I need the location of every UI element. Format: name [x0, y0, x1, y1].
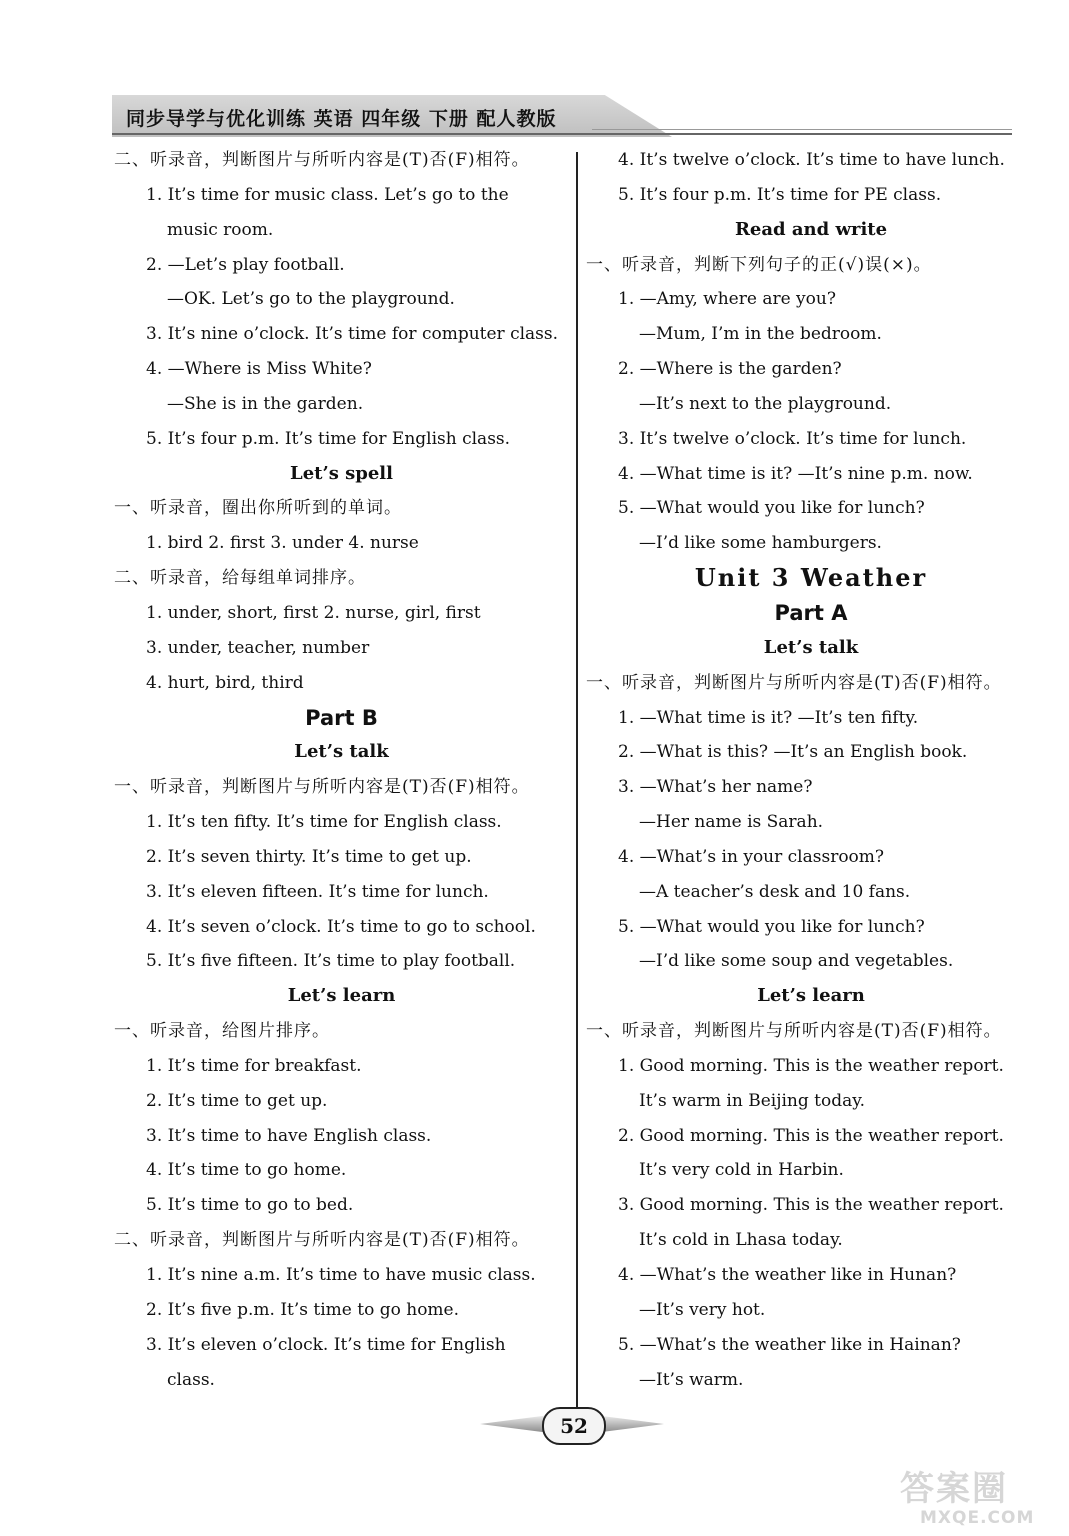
- instruction-line: 二、听录音，给每组单词排序。: [114, 568, 366, 589]
- page-number: 52: [542, 1407, 606, 1445]
- exercise-item: 1. —What time is it? —It’s ten fifty.: [618, 707, 919, 728]
- watermark-text-top: 答案圈: [900, 1469, 1008, 1509]
- exercise-item: 3. Good morning. This is the weather report.: [618, 1195, 1004, 1216]
- exercise-item: 3. It’s eleven fifteen. It’s time for lunch.: [146, 881, 489, 902]
- exercise-item: 5. It’s four p.m. It’s time for PE class.: [618, 184, 942, 205]
- exercise-item: 4. —What’s the weather like in Hunan?: [618, 1265, 957, 1285]
- exercise-item: 1. under, short, first 2. nurse, girl, first: [146, 602, 481, 623]
- exercise-item: 2. —Where is the garden?: [618, 359, 842, 380]
- instruction-line: 一、听录音，圈出你所听到的单词。: [114, 498, 402, 519]
- exercise-item: 2. Good morning. This is the weather report.: [618, 1125, 1004, 1146]
- exercise-continuation: —She is in the garden.: [167, 393, 364, 414]
- exercise-item: 4. It’s time to go home.: [146, 1160, 347, 1181]
- exercise-continuation: It’s very cold in Harbin.: [639, 1160, 844, 1181]
- exercise-item: 4. —What time is it? —It’s nine p.m. now.: [618, 463, 973, 484]
- section-heading: Let’s learn: [287, 985, 396, 1007]
- exercise-item: 5. —What would you like for lunch?: [618, 916, 925, 937]
- exercise-continuation: It’s cold in Lhasa today.: [639, 1230, 843, 1251]
- header-rule-thin: [592, 129, 1012, 130]
- exercise-item: 4. —Where is Miss White?: [146, 359, 372, 380]
- exercise-continuation: —I’d like some hamburgers.: [639, 533, 882, 554]
- instruction-line: 一、听录音，给图片排序。: [114, 1021, 330, 1042]
- instruction-line: 一、听录音，判断图片与所听内容是(T)否(F)相符。: [586, 672, 1002, 693]
- header-title: 同步导学与优化训练 英语 四年级 下册 配人教版: [126, 108, 557, 130]
- exercise-item: 2. It’s time to get up.: [146, 1090, 328, 1111]
- exercise-item: 5. —What would you like for lunch?: [618, 498, 925, 519]
- exercise-item: 2. It’s five p.m. It’s time to go home.: [146, 1299, 460, 1320]
- left-wing-ornament: [480, 1415, 550, 1433]
- instruction-line: 一、听录音，判断图片与所听内容是(T)否(F)相符。: [586, 1021, 1002, 1042]
- page-header: [112, 95, 1012, 137]
- exercise-item: 1. —Amy, where are you?: [618, 289, 836, 310]
- exercise-item: 4. It’s seven o’clock. It’s time to go to school.: [146, 916, 536, 937]
- exercise-continuation: —Her name is Sarah.: [639, 812, 824, 833]
- section-heading: Read and write: [734, 218, 888, 240]
- exercise-item: 4. hurt, bird, third: [146, 672, 304, 693]
- section-heading: Let’s talk: [763, 636, 859, 658]
- instruction-line: 二、听录音，判断图片与所听内容是(T)否(F)相符。: [114, 150, 530, 170]
- instruction-line: 一、听录音，判断下列句子的正(√)误(×)。: [586, 254, 932, 275]
- section-heading: Let’s spell: [290, 462, 393, 484]
- watermark-logo: [900, 1470, 1060, 1530]
- instruction-line: 一、听录音，判断图片与所听内容是(T)否(F)相符。: [114, 777, 530, 798]
- exercise-continuation: —It’s next to the playground.: [639, 393, 892, 414]
- exercise-continuation: —I’d like some soup and vegetables.: [639, 951, 954, 972]
- exercise-item: 3. It’s eleven o’clock. It’s time for English: [146, 1334, 506, 1355]
- exercise-item: 3. under, teacher, number: [146, 637, 370, 658]
- exercise-continuation: It’s warm in Beijing today.: [639, 1090, 865, 1111]
- exercise-continuation: —A teacher’s desk and 10 fans.: [639, 881, 911, 902]
- exercise-item: 1. It’s time for breakfast.: [146, 1055, 362, 1076]
- exercise-item: 3. —What’s her name?: [618, 777, 813, 798]
- part-heading: Part B: [305, 705, 378, 730]
- exercise-continuation: —OK. Let’s go to the playground.: [167, 289, 455, 310]
- left-column: [114, 143, 569, 1397]
- exercise-continuation: —Mum, I’m in the bedroom.: [639, 324, 882, 345]
- exercise-item: 5. —What’s the weather like in Hainan?: [618, 1334, 961, 1355]
- exercise-item: 4. —What’s in your classroom?: [618, 846, 885, 867]
- part-heading: Part A: [774, 600, 848, 625]
- section-heading: Let’s learn: [757, 985, 865, 1007]
- exercise-item: 5. It’s four p.m. It’s time for English class.: [146, 428, 511, 449]
- section-heading: Let’s talk: [294, 741, 389, 763]
- exercise-item: 3. It’s nine o’clock. It’s time for computer class.: [146, 324, 559, 345]
- exercise-item: 1. It’s ten fifty. It’s time for English class.: [146, 812, 502, 833]
- header-rule: [112, 133, 1012, 135]
- exercise-continuation: —It’s very hot.: [639, 1299, 766, 1320]
- exercise-item: 2. It’s seven thirty. It’s time to get up.: [146, 846, 472, 867]
- watermark-text-bottom: MXQE.COM: [920, 1508, 1035, 1528]
- right-column: [586, 143, 1036, 1397]
- instruction-line: 二、听录音，判断图片与所听内容是(T)否(F)相符。: [114, 1230, 530, 1251]
- exercise-item: 2. —What is this? —It’s an English book.: [618, 742, 968, 763]
- exercise-item: 1. Good morning. This is the weather report.: [618, 1055, 1004, 1076]
- exercise-item: 1. It’s time for music class. Let’s go to the: [146, 184, 509, 205]
- exercise-item: 5. It’s time to go to bed.: [146, 1195, 354, 1216]
- exercise-item: 1. bird 2. first 3. under 4. nurse: [146, 533, 419, 554]
- exercise-continuation: music room.: [167, 219, 274, 240]
- exercise-continuation: —It’s warm.: [639, 1369, 744, 1390]
- column-divider: [576, 152, 578, 1422]
- exercise-item: 3. It’s time to have English class.: [146, 1125, 432, 1146]
- exercise-item: 4. It’s twelve o’clock. It’s time to have lunch.: [618, 150, 1005, 170]
- unit-heading: Unit 3 Weather: [694, 563, 928, 593]
- page-number-badge: [480, 1405, 664, 1445]
- exercise-item: 5. It’s five fifteen. It’s time to play football.: [146, 951, 516, 972]
- exercise-continuation: class.: [167, 1369, 215, 1390]
- exercise-item: 1. It’s nine a.m. It’s time to have music class.: [146, 1265, 536, 1285]
- exercise-item: 2. —Let’s play football.: [146, 254, 345, 275]
- exercise-item: 3. It’s twelve o’clock. It’s time for lunch.: [618, 428, 967, 449]
